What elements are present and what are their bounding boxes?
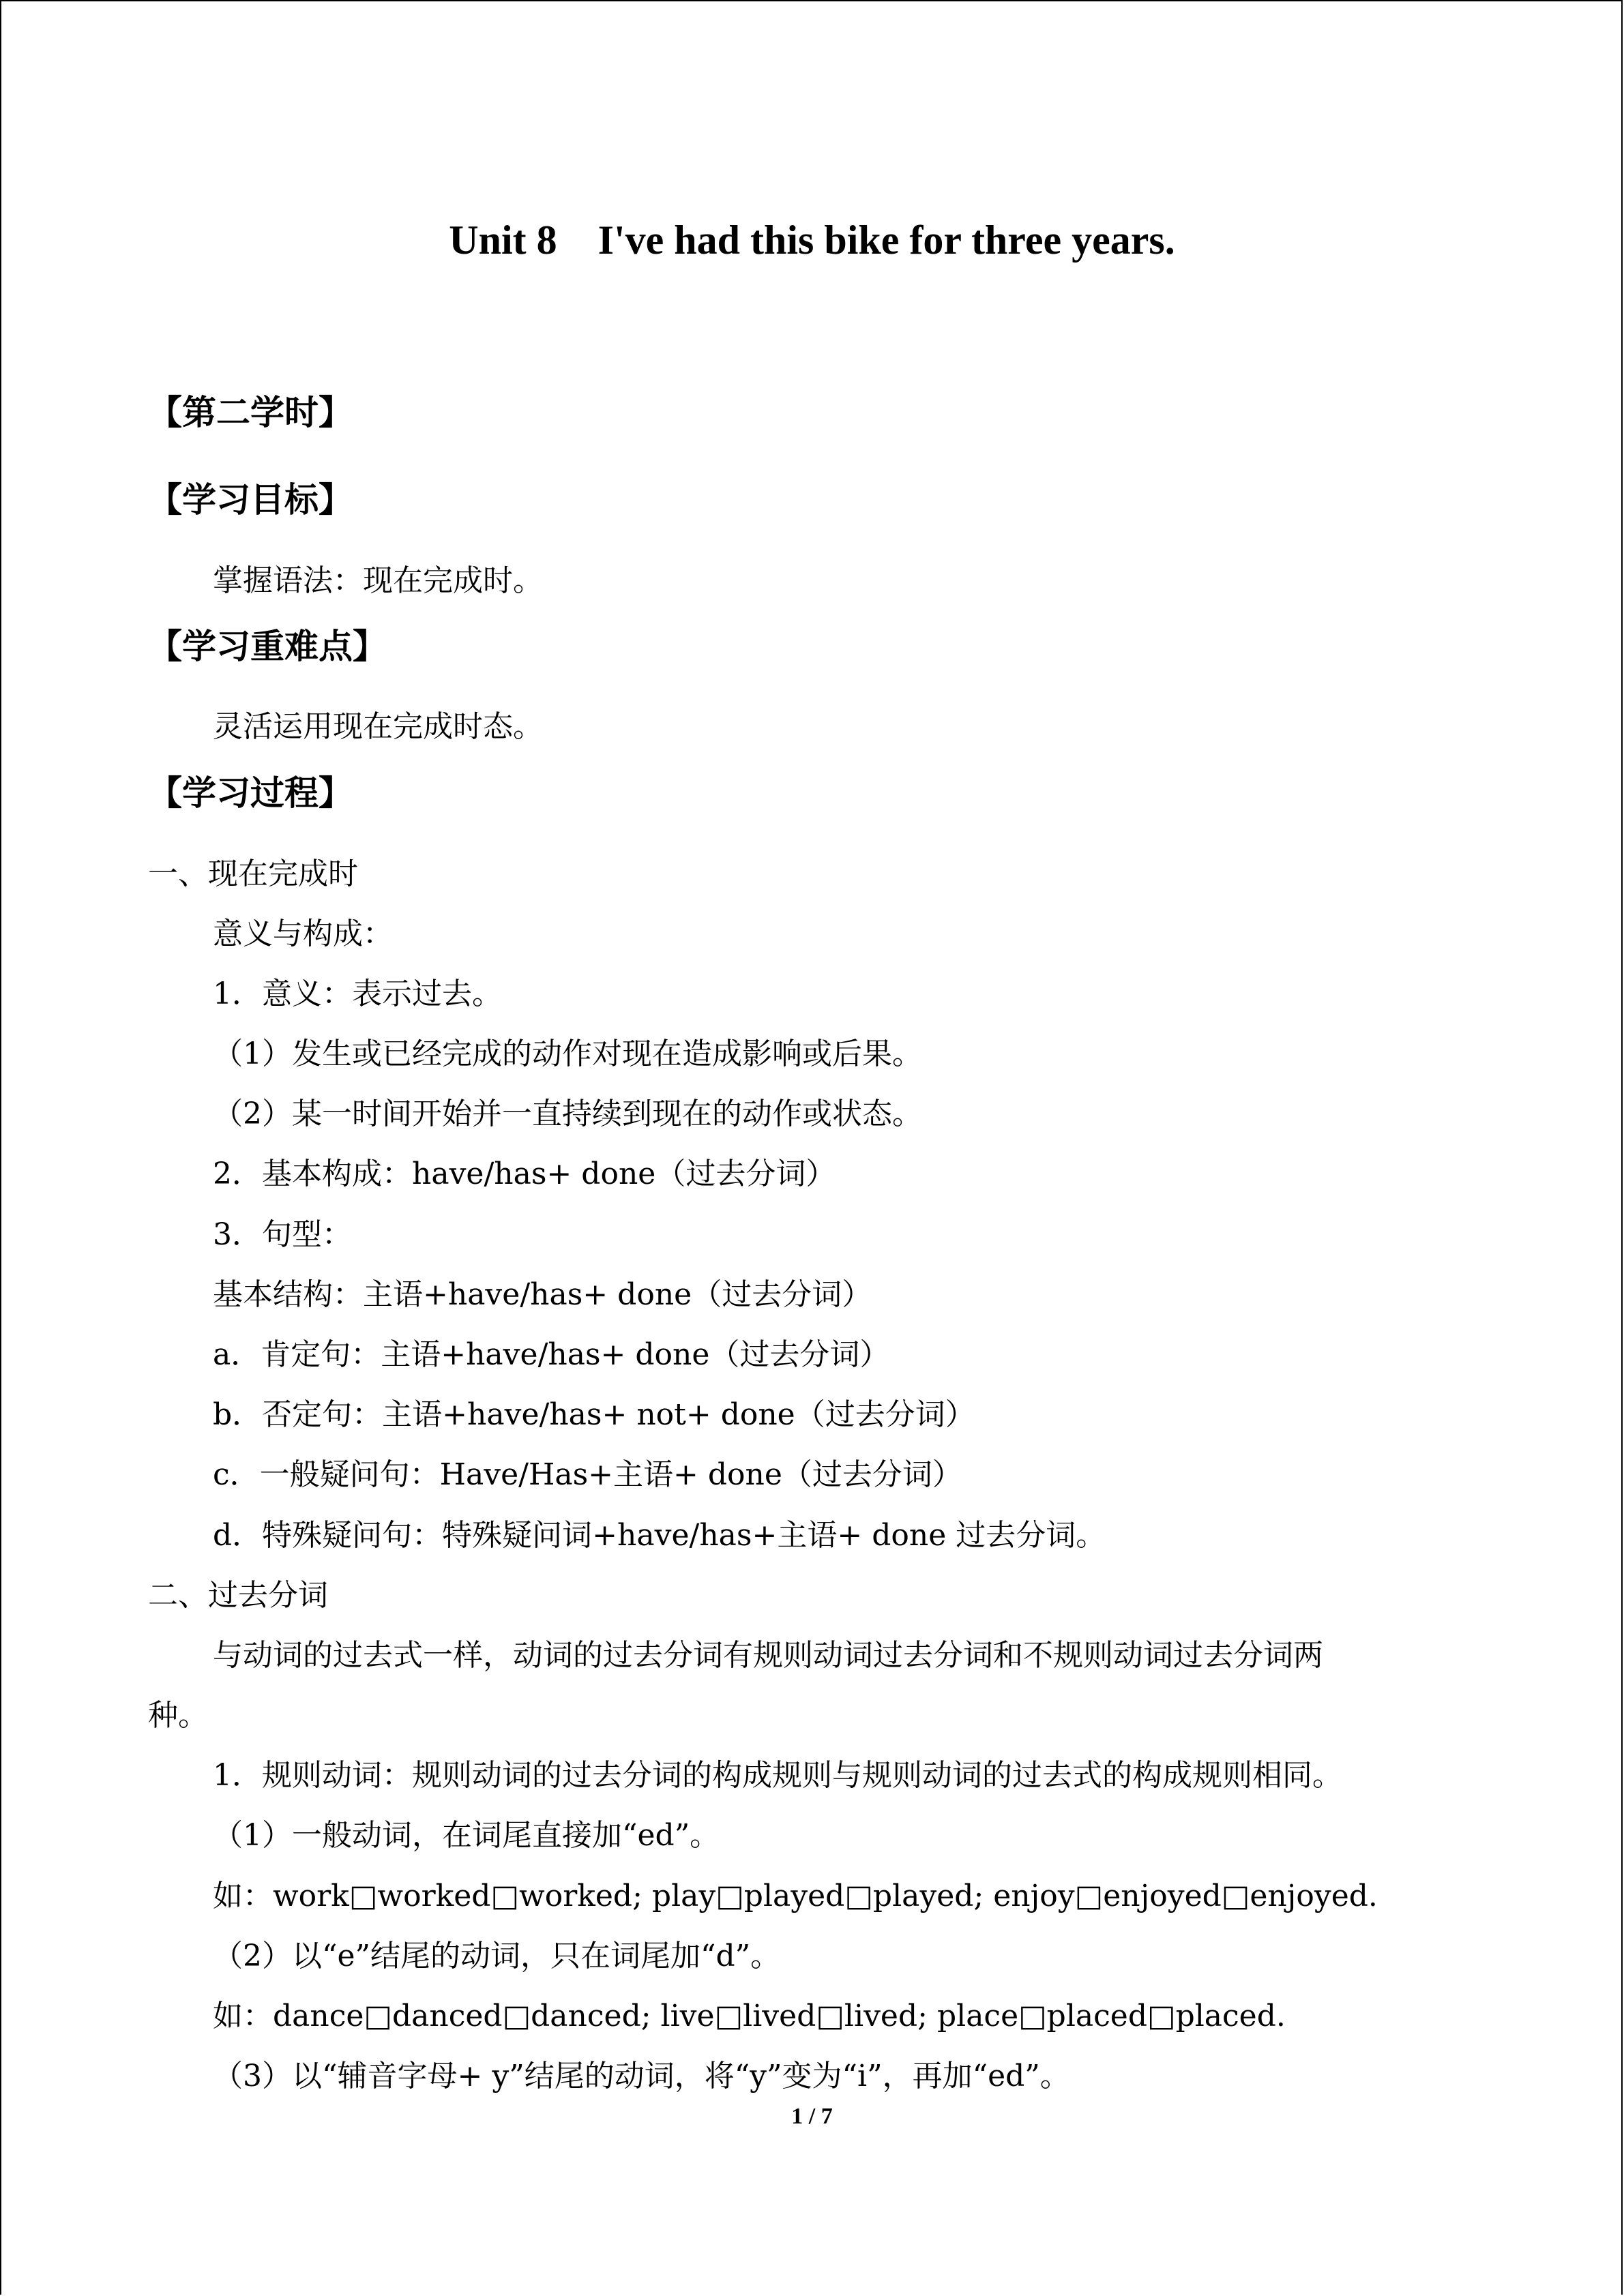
heading-process: 【学习过程】 [148, 773, 353, 813]
body-line: 1．规则动词：规则动词的过去分词的构成规则与规则动词的过去式的构成规则相同。 [213, 1758, 1342, 1793]
body-line: 1．意义：表示过去。 [213, 976, 502, 1011]
body-line: 2．基本构成：have/has+ done（过去分词） [213, 1157, 836, 1191]
body-line: c．一般疑问句：Have/Has+主语+ done（过去分词） [213, 1457, 962, 1492]
heading-key-points: 【学习重难点】 [148, 627, 387, 666]
body-line: 如：work□worked□worked; play□played□played; enjoy□enjoyed□enjoyed. [213, 1879, 1378, 1913]
body-line: 如：dance□danced□danced; live□lived□lived; place□placed□placed. [213, 1999, 1286, 2033]
body-line: （2）以“e”结尾的动词，只在词尾加“d”。 [213, 1939, 781, 1973]
body-line: （1）一般动词，在词尾直接加“ed”。 [213, 1818, 720, 1853]
body-line: （2）某一时间开始并一直持续到现在的动作或状态。 [213, 1097, 922, 1131]
body-line: 与动词的过去式一样，动词的过去分词有规则动词过去分词和不规则动词过去分词两 [213, 1638, 1323, 1673]
objectives-text: 掌握语法：现在完成时。 [213, 563, 543, 598]
body-line: （1）发生或已经完成的动作对现在造成影响或后果。 [213, 1037, 922, 1071]
body-line: （3）以“辅音字母+ y”结尾的动词，将“y”变为“i”，再加“ed”。 [213, 2059, 1070, 2093]
body-line: a．肯定句：主语+have/has+ done（过去分词） [213, 1337, 890, 1372]
body-line: 意义与构成： [213, 916, 393, 951]
body-line: 3．句型： [213, 1217, 352, 1252]
heading-period: 【第二学时】 [148, 393, 353, 432]
heading-objectives: 【学习目标】 [148, 480, 353, 520]
page-number: 1 / 7 [791, 2104, 833, 2129]
body-line: d．特殊疑问句：特殊疑问词+have/has+主语+ done 过去分词。 [213, 1518, 1106, 1553]
document-title: Unit 8 I've had this bike for three years. [449, 218, 1175, 263]
section-one-heading: 一、现在完成时 [148, 856, 358, 891]
body-line: b．否定句：主语+have/has+ not+ done（过去分词） [213, 1397, 975, 1432]
key-points-text: 灵活运用现在完成时态。 [213, 709, 543, 744]
body-line: 基本结构：主语+have/has+ done（过去分词） [213, 1277, 872, 1312]
section-two-heading: 二、过去分词 [148, 1578, 328, 1613]
body-line: 种。 [148, 1698, 208, 1733]
